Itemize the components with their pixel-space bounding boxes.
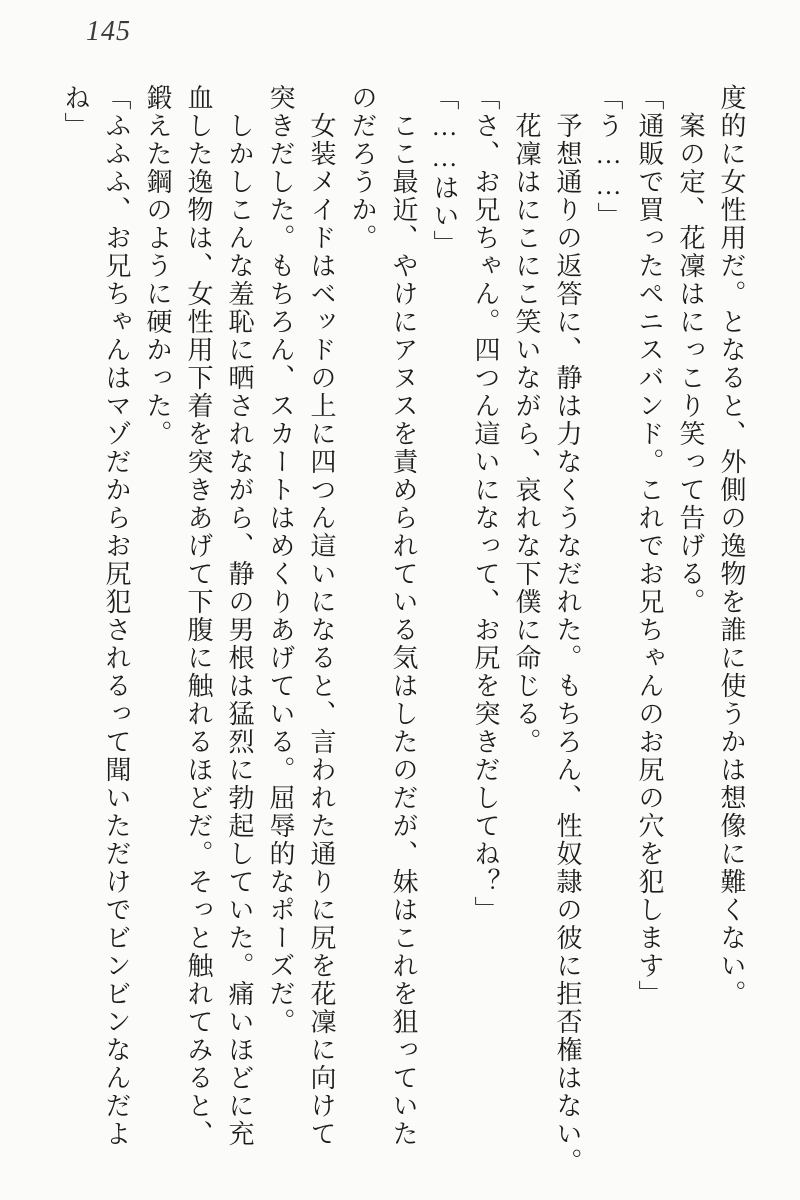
text-line: 「通販で買ったペニスバンド。これでお兄ちゃんのお尻の穴を犯します」 — [635, 84, 664, 1008]
text-line: 「ふふふ、お兄ちゃんはマゾだからお尻犯されるって聞いただけでビンビンなんだよ — [102, 84, 131, 1148]
text-line: 花凜はにこにこ笑いながら、哀れな下僕に命じる。 — [512, 112, 541, 756]
text-line: 鍛えた鋼のように硬かった。 — [143, 84, 172, 448]
text-line: 女装メイドはベッドの上に四つん這いになると、言われた通りに尻を花凜に向けて — [307, 112, 336, 1148]
text-line: しかしこんな羞恥に晒されながら、静の男根は猛烈に勃起していた。痛いほどに充 — [225, 112, 254, 1148]
text-line: ここ最近、やけにアヌスを責められている気はしたのだが、妹はこれを狙っていた — [389, 112, 418, 1148]
text-line: 「さ、お兄ちゃん。四つん這いになって、お尻を突きだしてね？」 — [471, 84, 500, 924]
text-line: 突きだした。もちろん、スカートはめくりあげている。屈辱的なポーズだ。 — [266, 84, 295, 1036]
text-line: 「う……」 — [594, 84, 623, 230]
text-line: 度的に女性用だ。となると、外側の逸物を誰に使うかは想像に難くない。 — [717, 84, 746, 1008]
text-line: ね」 — [61, 84, 90, 140]
page-number: 145 — [86, 16, 131, 47]
text-line: 血した逸物は、女性用下着を突きあげて下腹に触れるほどだ。そっと触れてみると、 — [184, 84, 213, 1148]
text-line: 予想通りの返答に、静は力なくうなだれた。もちろん、性奴隷の彼に拒否権はない。 — [553, 112, 582, 1176]
vertical-text-block — [55, 84, 752, 1176]
text-line: のだろうか。 — [348, 84, 377, 252]
text-line: 案の定、花凜はにっこり笑って告げる。 — [676, 112, 705, 616]
text-line: 「……はい」 — [430, 84, 459, 258]
